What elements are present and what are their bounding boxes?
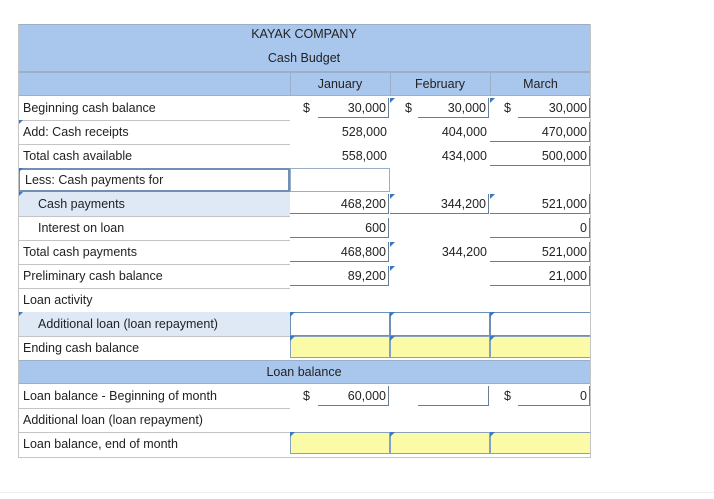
- jan-preliminary-cash-balance[interactable]: 89,200: [290, 266, 389, 286]
- currency-symbol: $: [504, 101, 511, 115]
- jan-total-cash-payments[interactable]: 468,800: [290, 242, 389, 262]
- company-title: KAYAK COMPANY: [251, 27, 357, 41]
- currency-symbol: $: [303, 101, 310, 115]
- label-preliminary-cash-balance: Preliminary cash balance: [23, 269, 163, 283]
- label-loan-activity: Loan activity: [23, 293, 93, 307]
- jan-total-cash-available: 558,000: [341, 149, 387, 163]
- feb-cash-receipts: 404,000: [441, 125, 487, 139]
- feb-beginning-cash[interactable]: 30,000: [418, 98, 489, 118]
- jan-additional-loan-input[interactable]: [290, 312, 390, 336]
- mar-cash-payments[interactable]: 521,000: [490, 194, 590, 214]
- label-loan-additional: Additional loan (loan repayment): [23, 413, 203, 427]
- mar-beginning-cash[interactable]: 30,000: [518, 98, 590, 118]
- label-loan-balance-beginning: Loan balance - Beginning of month: [23, 389, 217, 403]
- input-marker: [490, 312, 495, 317]
- mar-loan-beginning[interactable]: 0: [518, 386, 590, 406]
- jan-loan-beginning[interactable]: 60,000: [318, 386, 389, 406]
- cash-budget-subtitle: Cash Budget: [267, 51, 341, 65]
- currency-symbol: $: [504, 389, 511, 403]
- mar-additional-loan-input[interactable]: [490, 312, 591, 336]
- label-additional-loan: Additional loan (loan repayment): [18, 312, 290, 336]
- mar-interest-on-loan[interactable]: 0: [490, 218, 590, 238]
- input-marker: [490, 432, 495, 437]
- jan-cash-receipts: 528,000: [341, 125, 387, 139]
- currency-symbol: $: [303, 389, 310, 403]
- label-interest-on-loan: Interest on loan: [38, 221, 125, 235]
- input-marker: [390, 98, 395, 103]
- currency-symbol: $: [405, 101, 412, 115]
- month-header-february: February: [414, 77, 466, 91]
- month-header-january: January: [317, 77, 363, 91]
- page-divider: [0, 492, 714, 493]
- input-marker: [290, 312, 295, 317]
- feb-loan-end-input[interactable]: [390, 432, 490, 454]
- mar-ending-cash-input[interactable]: [490, 336, 591, 358]
- label-total-cash-payments: Total cash payments: [23, 245, 137, 259]
- jan-beginning-cash[interactable]: 30,000: [318, 98, 389, 118]
- jan-ending-cash-input[interactable]: [290, 336, 390, 358]
- label-less-cash-payments-for[interactable]: Less: Cash payments for: [18, 168, 290, 192]
- feb-ending-cash-input[interactable]: [390, 336, 490, 358]
- jan-cash-payments[interactable]: 468,200: [290, 194, 389, 214]
- mar-total-cash-payments[interactable]: 521,000: [490, 242, 590, 262]
- loan-balance-title: Loan balance: [266, 365, 342, 379]
- mar-loan-end-input[interactable]: [490, 432, 591, 454]
- cash-budget-sheet: [18, 24, 591, 458]
- label-ending-cash-balance: Ending cash balance: [23, 341, 140, 355]
- mar-total-cash-available[interactable]: 500,000: [490, 146, 590, 166]
- jan-interest-on-loan[interactable]: 600: [290, 218, 389, 238]
- mar-cash-receipts[interactable]: 470,000: [490, 122, 590, 142]
- mar-preliminary-cash-balance[interactable]: 21,000: [490, 266, 590, 286]
- label-beginning-cash-balance: Beginning cash balance: [23, 101, 156, 115]
- feb-cash-payments[interactable]: 344,200: [390, 194, 489, 214]
- label-cash-receipts: Add: Cash receipts: [23, 125, 129, 139]
- feb-loan-beginning[interactable]: [418, 386, 489, 406]
- input-marker: [290, 336, 295, 341]
- input-marker: [390, 336, 395, 341]
- month-header-march: March: [523, 77, 558, 91]
- input-marker: [390, 432, 395, 437]
- feb-total-cash-payments: 344,200: [441, 245, 487, 259]
- label-total-cash-available: Total cash available: [23, 149, 133, 163]
- feb-interest-on-loan: [390, 218, 489, 238]
- input-marker: [490, 336, 495, 341]
- jan-loan-end-input[interactable]: [290, 432, 390, 454]
- input-marker: [490, 98, 495, 103]
- label-loan-balance-end: Loan balance, end of month: [23, 437, 178, 451]
- feb-additional-loan-input[interactable]: [390, 312, 490, 336]
- label-cash-payments: Cash payments: [18, 192, 290, 216]
- feb-preliminary-cash-balance: [390, 266, 489, 286]
- feb-total-cash-available: 434,000: [441, 149, 487, 163]
- input-marker: [290, 432, 295, 437]
- input-marker: [390, 312, 395, 317]
